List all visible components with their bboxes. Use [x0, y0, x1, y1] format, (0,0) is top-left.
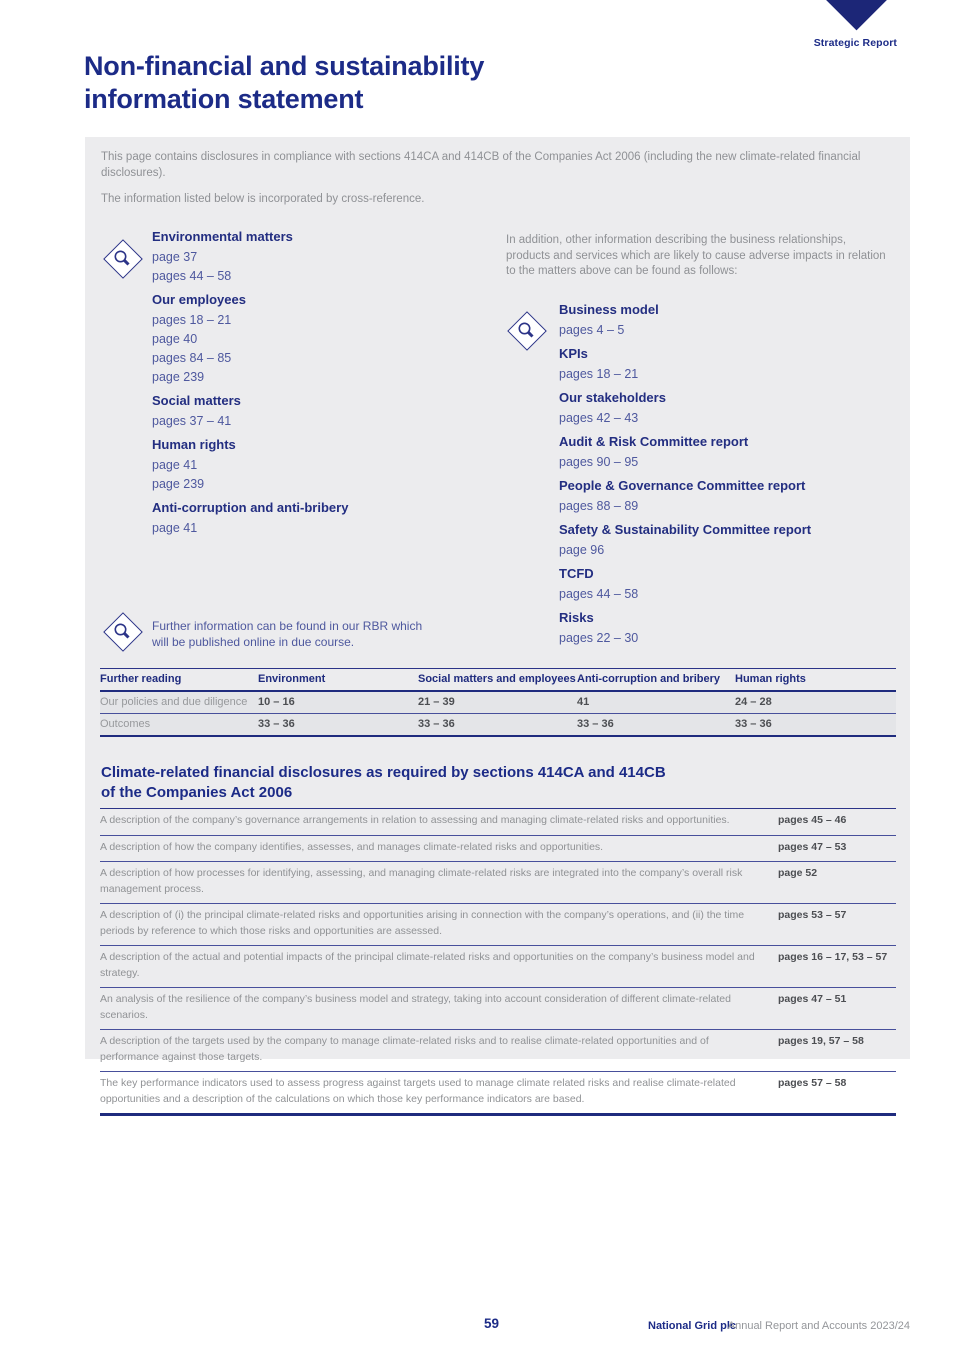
- table-row: [100, 809, 896, 836]
- disclosure-pages: pages 16 – 17, 53 – 57: [778, 951, 888, 963]
- xref-item: [152, 292, 452, 384]
- cell-value: 41: [577, 696, 590, 708]
- xref-title: Social matters: [152, 393, 241, 408]
- xref-item: [559, 346, 889, 381]
- xref-item: [559, 434, 889, 469]
- table-row: [100, 862, 896, 904]
- table-row: [100, 988, 896, 1030]
- xref-item: [559, 390, 889, 425]
- xref-title: Environmental matters: [152, 229, 293, 244]
- further-reading-table: [100, 668, 896, 737]
- table-row: [100, 946, 896, 988]
- table-row: [100, 836, 896, 863]
- xref-title: KPIs: [559, 346, 588, 361]
- column-header: Environment: [258, 673, 326, 685]
- cell-value: 33 – 36: [577, 718, 614, 730]
- column-header: Further reading: [100, 673, 182, 685]
- disclosure-pages: pages 47 – 51: [778, 993, 847, 1005]
- xref-item: [152, 229, 452, 283]
- xref-page-ref: pages 37 – 41: [152, 414, 232, 428]
- row-label: Outcomes: [100, 718, 151, 730]
- climate-section-heading: [101, 763, 801, 803]
- column-header: Social matters and employees: [418, 673, 576, 685]
- page-title-line1: Non-financial and sustainability: [84, 51, 485, 81]
- disclosure-pages: pages 19, 57 – 58: [778, 1035, 864, 1047]
- page-number: 59: [484, 1316, 500, 1331]
- xref-page-ref: pages 90 – 95: [559, 455, 639, 469]
- xref-title: Our employees: [152, 292, 246, 307]
- xref-title: Our stakeholders: [559, 390, 666, 405]
- footer-report-title: Annual Report and Accounts 2023/24: [727, 1320, 910, 1332]
- xref-page-ref: pages 42 – 43: [559, 411, 639, 425]
- xref-page-ref: page 37: [152, 250, 198, 264]
- xref-page-ref: page 41: [152, 458, 198, 472]
- disclosure-description: The key performance indicators used to assess progress against targets used to manage climate related risks and realise climate-related opportunities and a description of the calculations on which those key performance indicators are based.: [100, 1077, 736, 1105]
- table-row: [100, 714, 896, 737]
- intro-paragraphs: [101, 150, 896, 208]
- xref-title: Audit & Risk Committee report: [559, 434, 749, 449]
- xref-title: Anti-corruption and anti-bribery: [152, 500, 349, 515]
- page-title: [84, 50, 644, 116]
- xref-item: [152, 500, 452, 535]
- rbr-note: Further information can be found in our RBR which will be published online in due course.: [152, 619, 423, 649]
- cell-value: 33 – 36: [418, 718, 455, 730]
- xref-page-ref: pages 44 – 58: [152, 269, 232, 283]
- disclosure-pages: page 52: [778, 867, 818, 879]
- xref-item: [152, 437, 452, 491]
- xref-title: Human rights: [152, 437, 236, 452]
- xref-title: People & Governance Committee report: [559, 478, 806, 493]
- cell-value: 33 – 36: [735, 718, 772, 730]
- brand-diamond-icon: [818, 0, 896, 30]
- table-row: [100, 1030, 896, 1072]
- xref-page-ref: page 239: [152, 477, 205, 491]
- disclosure-description: A description of the actual and potential impacts of the principal climate-related risks and opportunities on the company’s business model and strategy.: [100, 951, 755, 979]
- xref-page-ref: page 41: [152, 521, 198, 535]
- cell-value: 10 – 16: [258, 696, 295, 708]
- disclosure-pages: pages 47 – 53: [778, 840, 847, 853]
- disclosure-pages: pages 57 – 58: [778, 1077, 847, 1089]
- page-title-line2: information statement: [84, 84, 364, 114]
- xref-page-ref: pages 18 – 21: [152, 313, 232, 327]
- climate-heading-line1: Climate-related financial disclosures as required by sections 414CA and 414CB: [101, 764, 666, 781]
- table-row: [100, 904, 896, 946]
- xref-title: Safety & Sustainability Committee report: [559, 522, 812, 537]
- intro-paragraph-1: This page contains disclosures in compliance with sections 414CA and 414CB of the Companies Act 2006 (including the new climate-related financial disclosures).: [101, 151, 861, 179]
- xref-column-left: [152, 229, 452, 535]
- xref-title: Risks: [559, 610, 594, 625]
- disclosure-description: A description of the company’s governance arrangements in relation to assessing and managing climate-related risks and opportunities.: [100, 814, 730, 826]
- content-panel: [85, 137, 910, 1105]
- xref-page-ref: page 96: [559, 543, 605, 557]
- cell-value: 24 – 28: [735, 696, 772, 708]
- cell-value: 21 – 39: [418, 696, 455, 708]
- xref-page-ref: pages 4 – 5: [559, 323, 625, 337]
- disclosure-description: A description of (i) the principal climate-related risks and opportunities arising in connection with the company’s operations, and (ii) the time periods by reference to which those risks and opportunities are assessed.: [100, 909, 745, 937]
- footer-company: National Grid plc: [648, 1320, 737, 1332]
- xref-page-ref: pages 84 – 85: [152, 351, 232, 365]
- magnifier-diamond-icon: [101, 237, 145, 281]
- xref-page-ref: pages 88 – 89: [559, 499, 639, 513]
- xref-item: [152, 393, 452, 428]
- table-row: [100, 1072, 896, 1116]
- climate-heading-line2: of the Companies Act 2006: [101, 784, 293, 801]
- disclosure-description: A description of the targets used by the company to manage climate-related risks and to realise climate-related opportunities and of performance against those targets.: [100, 1035, 709, 1063]
- disclosure-pages: pages 45 – 46: [778, 814, 847, 826]
- xref-item: [559, 566, 889, 601]
- xref-page-ref: pages 18 – 21: [559, 367, 639, 381]
- disclosure-description: A description of how the company identifies, assesses, and manages climate-related risks and opportunities.: [100, 840, 604, 853]
- right-column-intro: In addition, other information describing the business relationships, products and services which are likely to cause adverse impacts in relation to the matters above can be found as follows:: [506, 234, 886, 277]
- xref-column-right: [559, 302, 889, 645]
- xref-page-ref: page 239: [152, 370, 205, 384]
- disclosure-description: A description of how processes for identifying, assessing, and managing climate-related risks are integrated into the company’s overall risk management process.: [100, 867, 743, 895]
- cell-value: 33 – 36: [258, 718, 295, 730]
- column-header: Anti-corruption and bribery: [577, 673, 720, 685]
- xref-title: TCFD: [559, 566, 594, 581]
- section-label: Strategic Report: [813, 37, 897, 49]
- xref-item: [559, 478, 889, 513]
- disclosure-description: An analysis of the resilience of the company’s business model and strategy, taking into account consideration of different climate-related scenarios.: [100, 993, 731, 1021]
- xref-page-ref: pages 44 – 58: [559, 587, 639, 601]
- magnifier-diamond-icon: [101, 610, 145, 654]
- intro-paragraph-2: The information listed below is incorporated by cross-reference.: [101, 193, 425, 205]
- xref-page-ref: page 40: [152, 332, 198, 346]
- column-header: Human rights: [735, 673, 806, 685]
- disclosure-pages: pages 53 – 57: [778, 909, 847, 921]
- table-row: [100, 692, 896, 714]
- climate-disclosures-table: [100, 808, 896, 1116]
- magnifier-diamond-icon: [505, 309, 549, 353]
- xref-title: Business model: [559, 302, 659, 317]
- row-label: Our policies and due diligence: [100, 696, 248, 708]
- xref-page-ref: pages 22 – 30: [559, 631, 639, 645]
- further-reading-header-row: [100, 669, 896, 692]
- xref-item: [559, 522, 889, 557]
- xref-item: [559, 610, 889, 645]
- xref-item: [559, 302, 889, 337]
